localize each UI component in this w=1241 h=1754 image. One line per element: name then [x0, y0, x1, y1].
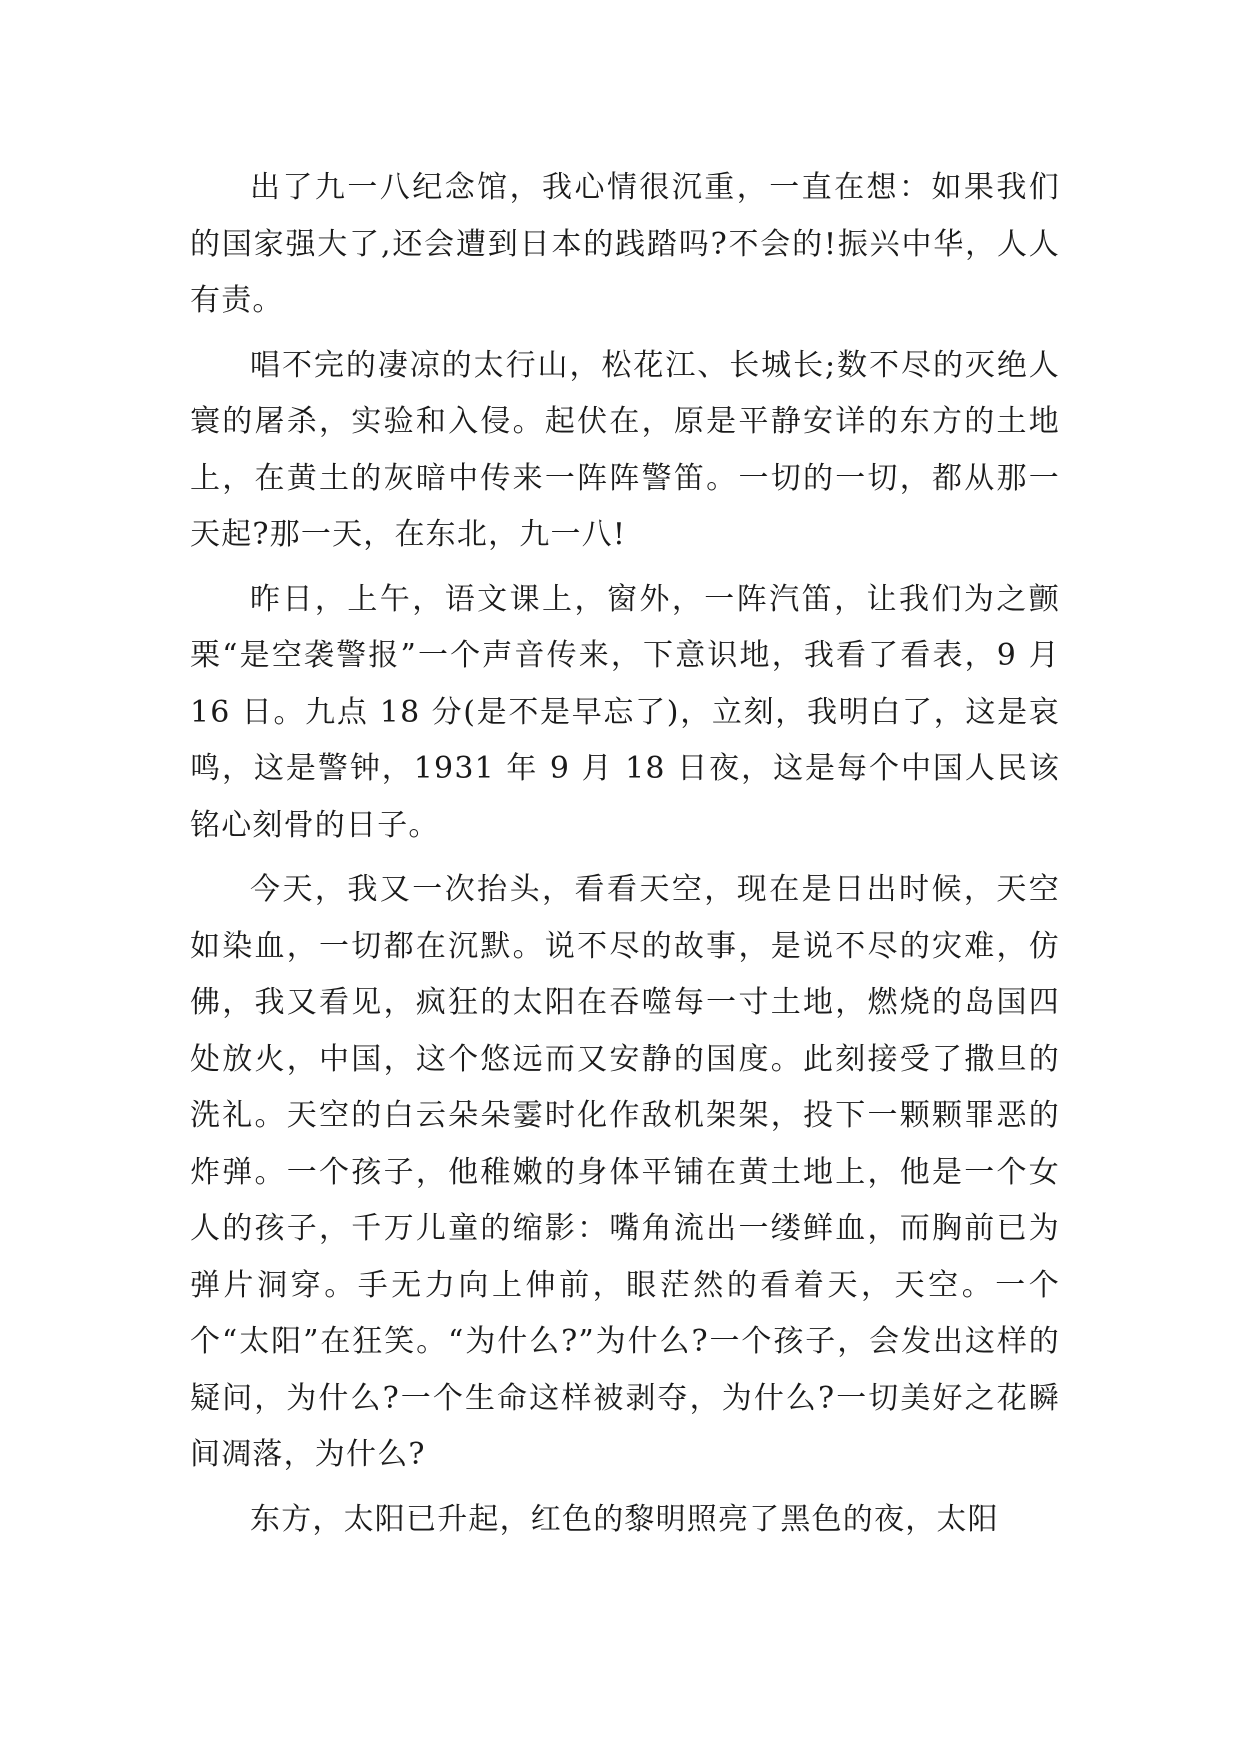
paragraph-3: 昨日，上午，语文课上，窗外，一阵汽笛，让我们为之颤栗“是空袭警报”一个声音传来，下意识地，我看了看表，9 月 16 日。九点 18 分(是不是早忘了)，立刻，我明白了，这是哀鸣，这是警钟，1931 年 9 月 18 日夜，这是每个中国人民该铭心刻骨的日子。 — [190, 581, 1060, 843]
paragraph-2: 唱不完的凄凉的太行山，松花江、长城长;数不尽的灭绝人寰的屠杀，实验和入侵。起伏在，原是平静安详的东方的土地上，在黄土的灰暗中传来一阵阵警笛。一切的一切，都从那一天起?那一天，在东北，九一八! — [190, 347, 1060, 552]
paragraph-5: 东方，太阳已升起，红色的黎明照亮了黑色的夜，太阳 — [250, 1501, 999, 1537]
paragraph-4: 今天，我又一次抬头，看看天空，现在是日出时候，天空如染血，一切都在沉默。说不尽的故事，是说不尽的灾难，仿佛，我又看见，疯狂的太阳在吞噬每一寸土地，燃烧的岛国四处放火，中国，这个悠远而又安静的国度。此刻接受了撒旦的洗礼。天空的白云朵朵霎时化作敌机架架，投下一颗颗罪恶的炸弹。一个孩子，他稚嫩的身体平铺在黄土地上，他是一个女人的孩子，千万儿童的缩影：嘴角流出一缕鲜血，而胸前已为弹片洞穿。手无力向上伸前，眼茫然的看着天，天空。一个个“太阳”在狂笑。“为什么?”为什么?一个孩子，会发出这样的疑问，为什么?一个生命这样被剥夺，为什么?一切美好之花瞬间凋落，为什么? — [190, 872, 1060, 1472]
paragraph-1: 出了九一八纪念馆，我心情很沉重，一直在想：如果我们的国家强大了,还会遭到日本的践踏吗?不会的!振兴中华，人人有责。 — [190, 170, 1060, 318]
document-body — [190, 160, 1060, 1556]
